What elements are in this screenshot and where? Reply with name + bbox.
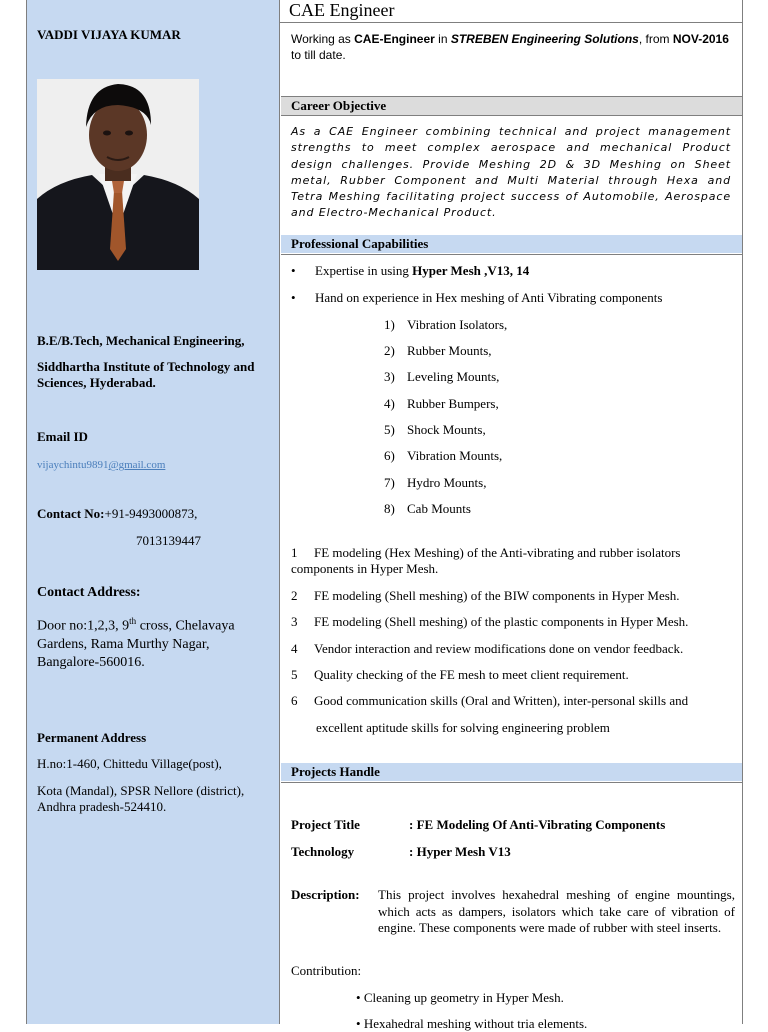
component-text: Rubber Mounts, <box>407 343 492 358</box>
project-title-label: Project Title <box>291 817 360 832</box>
bullet-dot-icon: • <box>291 263 296 278</box>
component-number: 3) <box>384 369 395 384</box>
projects-heading: Projects Handle <box>281 763 742 781</box>
working-company: STREBEN Engineering Solutions <box>450 32 639 46</box>
contact-address-sup: th <box>129 616 137 626</box>
email-link[interactable] <box>37 455 165 473</box>
objective-bottom-rule <box>281 115 742 116</box>
current-position <box>291 31 731 63</box>
bullet-dot-icon: • <box>291 290 296 305</box>
bullet2-text: Hand on experience in Hex meshing of Anti Vibrating components <box>315 290 663 305</box>
capability-text: Vendor interaction and review modifications done on vendor feedback. <box>314 641 684 656</box>
capability-text: FE modeling (Hex Meshing) of the Anti-vibrating and rubber isolators components in Hyper Mesh. <box>291 545 681 576</box>
component-text: Vibration Mounts, <box>407 448 503 463</box>
capability-text: FE modeling (Shell meshing) of the plastic components in Hyper Mesh. <box>314 614 689 629</box>
capability-number: 6 <box>291 693 298 708</box>
contribution-item: • Cleaning up geometry in Hyper Mesh. <box>356 990 564 1005</box>
working-post1: , from <box>638 32 673 46</box>
component-item <box>384 448 502 464</box>
capability-item <box>291 588 731 604</box>
contact-address-pre: Door no:1,2,3, 9 <box>37 618 130 634</box>
component-number: 2) <box>384 343 395 358</box>
institute: Siddhartha Institute of Technology and Sciences, Hyderabad. <box>37 359 255 390</box>
permanent-address-line1: H.no:1-460, Chittedu Village(post), <box>37 756 222 771</box>
contribution-label: Contribution: <box>291 963 362 978</box>
component-text: Cab Mounts <box>407 501 471 516</box>
candidate-name: VADDI VIJAYA KUMAR <box>37 27 181 42</box>
permanent-address-label: Permanent Address <box>37 730 147 745</box>
capability-number: 1 <box>291 545 298 560</box>
component-item <box>384 501 471 517</box>
capability-number: 5 <box>291 667 298 682</box>
capability-number: 4 <box>291 641 298 656</box>
capability-item <box>291 545 731 577</box>
component-item <box>384 475 486 491</box>
email-domain: @gmail.com <box>108 459 166 471</box>
project-title-value: : FE Modeling Of Anti-Vibrating Components <box>409 817 666 832</box>
description-text: This project involves hexahedral meshing of engine mountings, which acts as dampers, isolators which take care of vibration of engine. These components were made of rubber with steel inserts. <box>378 887 735 935</box>
person-photo-icon <box>37 79 199 270</box>
component-text: Hydro Mounts, <box>407 475 487 490</box>
profile-photo <box>37 79 199 270</box>
job-title: CAE Engineer <box>289 0 395 20</box>
capability-number: 2 <box>291 588 298 603</box>
capability-continuation: excellent aptitude skills for solving engineering problem <box>316 720 610 735</box>
working-mid: in <box>434 32 451 46</box>
capability-number: 3 <box>291 614 298 629</box>
bullet-hex-meshing <box>291 290 662 306</box>
component-item <box>384 422 486 438</box>
component-number: 6) <box>384 448 395 463</box>
technology-value: : Hyper Mesh V13 <box>409 844 511 859</box>
title-divider <box>280 22 743 23</box>
permanent-address-line2: Kota (Mandal), SPSR Nellore (district), Andhra pradesh-524410. <box>37 783 245 814</box>
working-role: CAE-Engineer <box>354 32 435 46</box>
capability-item <box>291 641 731 657</box>
capability-item <box>291 667 731 683</box>
component-number: 5) <box>384 422 395 437</box>
component-number: 1) <box>384 317 395 332</box>
career-objective-text: As a CAE Engineer combining technical and project management strengths to meet complex aerospace and mechanical Product design challenges. Provide Meshing 2D & 3D Meshing on Sheet metal, Rubber Component and Multi Material through Hexa and Tetra Meshing facilitating project success of Automobile, Aerospace and Electro-Mechanical Product. <box>291 125 731 220</box>
capability-text: FE modeling (Shell meshing) of the BIW components in Hyper Mesh. <box>314 588 680 603</box>
component-number: 8) <box>384 501 395 516</box>
contact-address <box>37 612 267 672</box>
component-number: 4) <box>384 396 395 411</box>
contribution-text: Hexahedral meshing without tria elements. <box>363 1016 588 1031</box>
contact-label: Contact No: <box>37 506 105 521</box>
component-item <box>384 343 492 359</box>
working-pre: Working as <box>291 32 355 46</box>
contribution-text: Cleaning up geometry in Hyper Mesh. <box>363 990 564 1005</box>
email-label: Email ID <box>37 429 88 444</box>
bullet1-text: Expertise in using <box>315 263 413 278</box>
capabilities-rule <box>281 254 742 255</box>
component-text: Shock Mounts, <box>407 422 486 437</box>
phone-secondary: 7013139447 <box>136 533 201 548</box>
description-label: Description: <box>291 887 360 902</box>
working-post2: to till date. <box>291 48 346 62</box>
technology-label: Technology <box>291 844 355 859</box>
email-user: vijaychintu9891 <box>37 459 109 471</box>
degree: B.E/B.Tech, Mechanical Engineering, <box>37 333 245 348</box>
component-text: Rubber Bumpers, <box>407 396 499 411</box>
component-item <box>384 317 507 333</box>
projects-rule <box>281 782 742 783</box>
capability-item <box>291 693 731 709</box>
professional-capabilities-heading: Professional Capabilities <box>281 235 742 253</box>
contact-address-post: cross, Chelavaya Gardens, Rama Murthy Nagar, Bangalore-560016. <box>37 618 235 670</box>
bullet-hypermesh <box>291 263 529 279</box>
contact-number <box>37 506 197 522</box>
phone-primary: +91-9493000873, <box>104 506 198 521</box>
contact-address-label: Contact Address: <box>37 585 141 600</box>
capability-text: Quality checking of the FE mesh to meet client requirement. <box>314 667 629 682</box>
capability-text: Good communication skills (Oral and Written), inter-personal skills and <box>314 693 689 708</box>
component-text: Vibration Isolators, <box>407 317 508 332</box>
bullet1-bold: Hyper Mesh ,V13, 14 <box>412 263 530 278</box>
component-text: Leveling Mounts, <box>407 369 500 384</box>
contribution-item: • Hexahedral meshing without tria elements. <box>356 1016 588 1031</box>
component-item <box>384 369 499 385</box>
career-objective-heading: Career Objective <box>281 97 742 115</box>
component-number: 7) <box>384 475 395 490</box>
working-date: NOV-2016 <box>672 32 729 46</box>
component-item <box>384 396 499 412</box>
capability-item <box>291 614 731 630</box>
